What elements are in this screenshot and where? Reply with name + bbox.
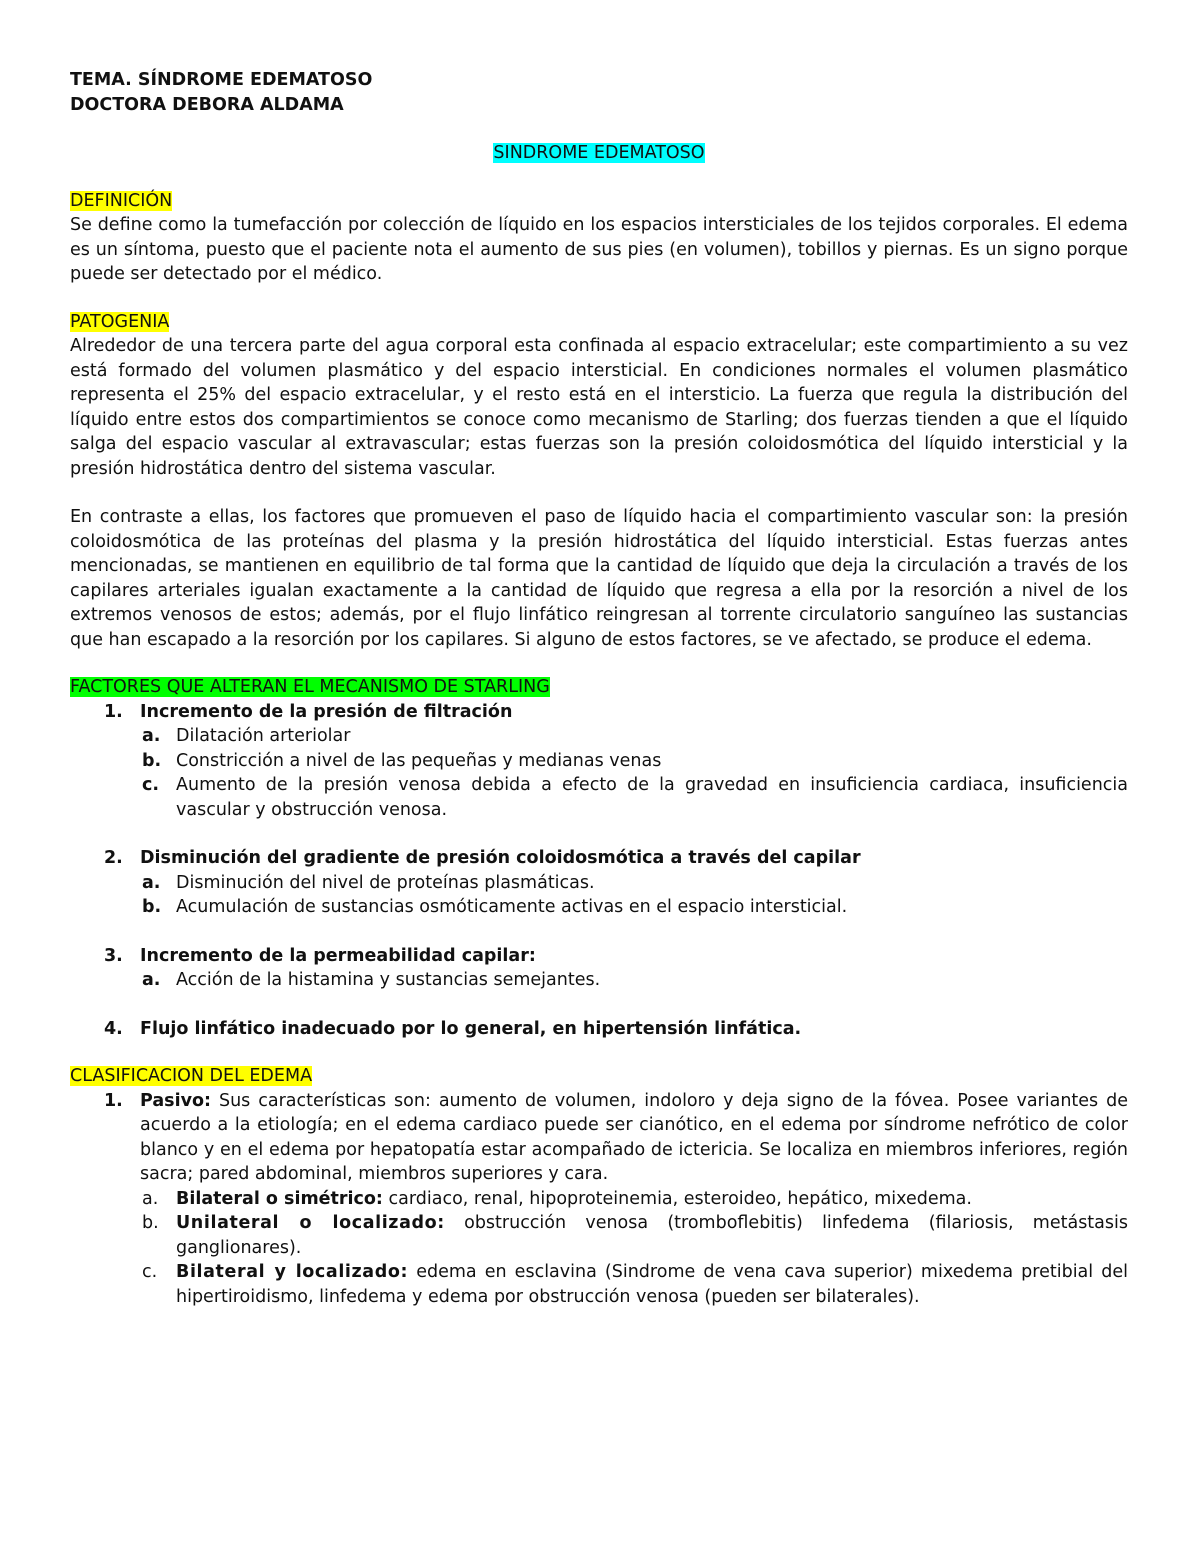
clasificacion-text: Sus características son: aumento de volumen, indoloro y deja signo de la fóvea. Posee variantes de acuerdo a la etiología; en el edema cardiaco puede ser cianótico, en el edema por síndrome nefrótico de color blanco y en el edema por hepatopatía estar acompañado de ictericia. Se localiza en miembros inferiores, región sacra; pared abdominal, miembros superiores y cara. [140, 1090, 1128, 1184]
subitem-letter: a. [142, 1188, 159, 1209]
doc-title: SINDROME EDEMATOSO [493, 143, 705, 163]
subitem-letter: c. [142, 775, 160, 795]
factor-subitem [70, 724, 1128, 749]
subitem-text: Dilatación arteriolar [176, 726, 351, 746]
doc-header [70, 68, 1128, 117]
subitem-label: Unilateral o localizado: [176, 1213, 445, 1233]
subitem-label: Bilateral y localizado: [176, 1262, 409, 1282]
subitem-letter: a. [142, 970, 161, 990]
subitem-text: Disminución del nivel de proteínas plasmáticas. [176, 872, 595, 893]
author-line: DOCTORA DEBORA ALDAMA [70, 94, 344, 115]
clasificacion-list [70, 1089, 1128, 1310]
subitem-text: cardiaco, renal, hipoproteinemia, esteroideo, hepático, mixedema. [388, 1188, 972, 1209]
factor-number: 3. [104, 945, 123, 966]
subitem-letter: a. [142, 726, 161, 746]
factor-number: 4. [104, 1018, 123, 1039]
subitem-letter: c. [142, 1262, 158, 1282]
subitem-letter: b. [142, 750, 162, 771]
factor-title: Flujo linfático inadecuado por lo general, en hipertensión linfática. [140, 1018, 802, 1039]
clasificacion-subitem [70, 1187, 1128, 1212]
subitem-text: Constricción a nivel de las pequeñas y medianas venas [176, 750, 662, 771]
factor-subitem [70, 749, 1128, 774]
section-clasificacion [70, 1064, 1128, 1089]
factores-heading: FACTORES QUE ALTERAN EL MECANISMO DE STARLING [70, 677, 550, 697]
factor-title: Disminución del gradiente de presión coloidosmótica a través del capilar [140, 848, 861, 868]
factor-number: 1. [104, 701, 123, 722]
clasificacion-number: 1. [104, 1090, 123, 1111]
section-patogenia [70, 310, 1128, 335]
subitem-text: obstrucción venosa (tromboflebitis) linfedema (filariosis, metástasis ganglionares). [176, 1213, 1128, 1258]
subitem-letter: b. [142, 897, 162, 917]
topic-line: TEMA. SÍNDROME EDEMATOSO [70, 70, 373, 90]
subitem-letter: a. [142, 872, 161, 893]
factor-item-3 [70, 944, 1128, 993]
clasificacion-subitem [70, 1260, 1128, 1309]
factor-number: 2. [104, 848, 123, 868]
subitem-label: Bilateral o simétrico: [176, 1188, 383, 1209]
factor-item-1 [70, 700, 1128, 823]
subitem-text: Aumento de la presión venosa debida a efecto de la gravedad en insuficiencia cardiaca, insuficiencia vascular y obstrucción venosa. [176, 775, 1128, 820]
factor-subitem [70, 895, 1128, 920]
patogenia-paragraph-1: Alrededor de una tercera parte del agua corporal esta confinada al espacio extracelular; este compartimiento a su vez está formado del volumen plasmático y del espacio intersticial. En condiciones normales el volumen plasmático representa el 25% del espacio extracelular, y el resto está en el intersticio. La fuerza que regula la distribución del líquido entre estos dos compartimientos se conoce como mecanismo de Starling; dos fuerzas tienden a que el líquido salga del espacio vascular al extravascular; estas fuerzas son la presión coloidosmótica del líquido intersticial y la presión hidrostática dentro del sistema vascular. [70, 336, 1128, 479]
clasificacion-heading: CLASIFICACION DEL EDEMA [70, 1066, 313, 1086]
patogenia-heading: PATOGENIA [70, 311, 170, 332]
subitem-text: Acumulación de sustancias osmóticamente activas en el espacio intersticial. [176, 897, 848, 917]
subitem-letter: b. [142, 1213, 159, 1233]
doc-title-wrap [70, 141, 1128, 166]
factor-subitem [70, 871, 1128, 896]
factores-list [70, 700, 1128, 1042]
document-page [70, 68, 1128, 1309]
subitem-text: Acción de la histamina y sustancias semejantes. [176, 970, 601, 990]
clasificacion-subitem [70, 1211, 1128, 1260]
clasificacion-paragraph [140, 1089, 1128, 1187]
patogenia-paragraph-2: En contraste a ellas, los factores que promueven el paso de líquido hacia el compartimiento vascular son: la presión coloidosmótica de las proteínas del plasma y la presión hidrostática del líquido intersticial. Estas fuerzas antes mencionadas, se mantienen en equilibrio de tal forma que la cantidad de líquido que deja la circulación a través de los capilares arteriales igualan exactamente a la cantidad de líquido que regresa a ella por la resorción a nivel de los extremos venosos de estos; además, por el flujo linfático reingresan al torrente circulatorio sanguíneo las sustancias que han escapado a la resorción por los capilares. Si alguno de estos factores, se ve afectado, se produce el edema. [70, 507, 1128, 650]
factor-item-2 [70, 846, 1128, 920]
definicion-text: Se define como la tumefacción por colección de líquido en los espacios intersticiales de los tejidos corporales. El edema es un síntoma, puesto que el paciente nota el aumento de sus pies (en volumen), tobillos y piernas. Es un signo porque puede ser detectado por el médico. [70, 215, 1128, 284]
factor-title: Incremento de la permeabilidad capilar: [140, 945, 536, 966]
subitem-text: edema en esclavina (Sindrome de vena cava superior) mixedema pretibial del hipertiroidismo, linfedema y edema por obstrucción venosa (pueden ser bilaterales). [176, 1262, 1128, 1307]
factor-subitem [70, 968, 1128, 993]
clasificacion-title: Pasivo: [140, 1090, 212, 1111]
definicion-heading: DEFINICIÓN [70, 190, 173, 211]
factor-title: Incremento de la presión de filtración [140, 701, 513, 722]
section-definicion [70, 189, 1128, 214]
factor-subitem [70, 773, 1128, 822]
section-factores [70, 675, 1128, 700]
clasificacion-item-1 [70, 1089, 1128, 1310]
factor-item-4 [70, 1017, 1128, 1042]
